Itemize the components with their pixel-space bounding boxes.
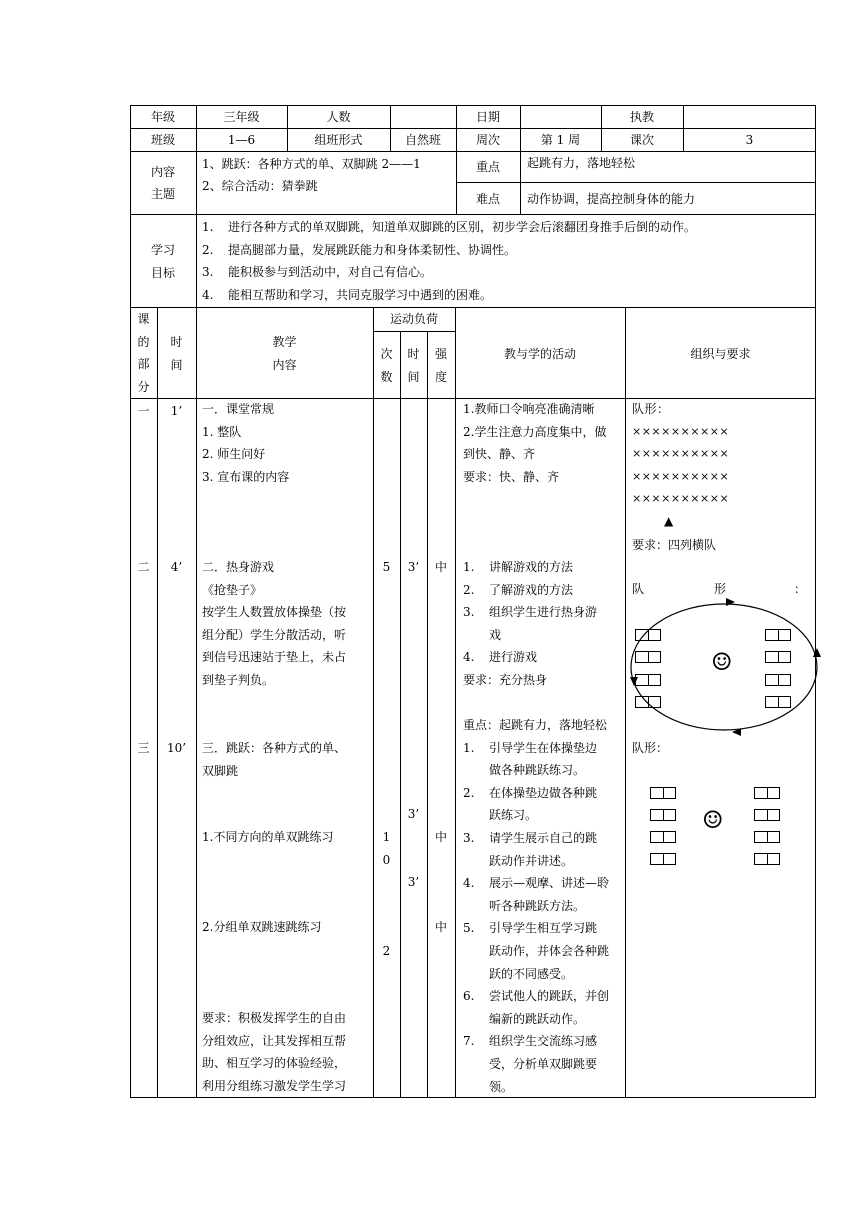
date-label: 日期 [475,110,500,124]
drill-2: 2.分组单双跳速跳练习 [202,920,322,934]
teacher-triangle-icon: ▲ [664,514,674,528]
part-header: 课 的 部 分 [137,312,150,394]
mat-icon [765,696,791,708]
key-point-value: 起跳有力，落地轻松 [527,156,636,170]
content-item: 2、综合活动：猜拳跳 [202,179,318,193]
objectives-list [202,216,696,306]
mat-icon [635,651,661,663]
drill-1: 1.不同方向的单双跳练习 [202,830,334,844]
section-2-load-times: 5 [382,560,391,574]
section-1-formation: 队形： ×××××××××× ×××××××××× ×××××××××× ×××××××××× [632,398,729,511]
mat-icon [754,787,780,799]
section-2-content: 二．热身游戏 《抢垫子》 按学生人数置放体操垫（按 组分配）学生分散活动，听 到信号迅速站于垫上，未占 到垫子判负。 [202,560,347,687]
section-2-load-duration: 3’ [407,560,420,574]
form-value: 自然班 [404,133,441,147]
section-3-requirement: 要求：积极发挥学生的自由 分组效应，让其发挥相互帮 助、相互学习的体验经验， 利用分组练习激发学生学习 [202,1011,347,1093]
formation-row: ×××××××××× [632,469,730,483]
mat-icon [650,853,676,865]
section-1-part: 一 [137,404,150,418]
teacher-label: 执教 [629,110,654,124]
mat-icon [635,629,661,641]
mat-icon [754,831,780,843]
objectives-label-2: 目标 [150,266,175,280]
objective-item: 2. 提高腿部力量，发展跳跃能力和身体柔韧性、协调性。 [202,242,517,257]
mat-icon [650,787,676,799]
section-2-time: 4’ [170,560,183,574]
section-3-load-duration: 3’ [407,875,420,889]
content-item: 1、跳跃：各种方式的单、双脚跳 2——1 [202,157,421,171]
objective-item: 3. 能积极参与到活动中，对自己有信心。 [202,265,433,280]
section-1-time: 1’ [170,404,183,418]
grade-label: 年级 [150,110,175,124]
lesson-label: 课次 [629,133,654,147]
section-2-load-intensity: 中 [434,560,447,574]
key-point-label: 重点 [475,160,500,174]
difficulty-label: 难点 [475,192,500,206]
theme-label: 主题 [150,187,175,201]
section-1-content: 一．课堂常规 1. 整队 2. 师生问好 3. 宣布课的内容 [202,402,290,484]
section-3-load-times: 1 [382,830,391,844]
section-3-load-intensity: 中 [434,920,447,934]
section-2-part: 二 [137,560,150,574]
time-header: 时 间 [170,335,183,372]
section-2-formation-label-1: 队 [632,582,645,596]
load-intensity-header: 强 度 [434,347,447,384]
section-3-load-times: 0 [382,853,391,867]
objective-item: 1. 进行各种方式的单双脚跳，知道单双脚跳的区别，初步学会后滚翻团身推手后倒的动作。 [202,220,697,234]
section-2-formation-label-2: 形 [714,582,727,596]
mat-icon [765,629,791,641]
load-header: 运动负荷 [389,312,438,326]
section-3-load-intensity: 中 [434,830,447,844]
organization-header: 组织与要求 [690,347,751,361]
lesson-value: 3 [745,133,754,147]
section-1-activity: 1.教师口令响亮准确清晰 2.学生注意力高度集中，做 到快、静、齐 要求：快、静、齐 [463,402,607,484]
formation-row: ×××××××××× [632,424,730,438]
objectives-label: 学习 [150,243,175,257]
section-3-load-duration: 3’ [407,807,420,821]
section-3-formation-label: 队形： [632,741,669,755]
section-3-content-title: 三．跳跃：各种方式的单、 双脚跳 [202,741,347,778]
mat-icon [635,696,661,708]
count-label: 人数 [326,110,351,124]
section-1-requirement: 要求：四列横队 [632,538,717,552]
load-duration-header: 时 间 [407,347,420,384]
mat-icon [650,831,676,843]
mat-icon [765,651,791,663]
activity-header: 教与学的活动 [503,347,576,361]
mat-icon [635,674,661,686]
formation-row: ×××××××××× [632,447,730,461]
content-label: 内容 [150,165,175,179]
form-label: 组班形式 [314,133,363,147]
mat-icon [754,853,780,865]
section-2-formation-label-3: ： [794,582,807,596]
formation-row: ×××××××××× [632,492,730,506]
teacher-smiley-icon: ☺ [711,648,733,676]
teacher-smiley-icon: ☺ [702,806,724,834]
mat-icon [650,809,676,821]
mat-icon [765,674,791,686]
section-3-activity: 重点：起跳有力，落地轻松 1. 引导学生在体操垫边 做各种跳跃练习。 2. 在体操垫边做各种跳 跃练习。 3. 请学生展示自己的跳 跃动作并讲述。 4. 展示—观摩、讲述—聆 听各种跳跃方法。 5. 引导学生相互学习跳 跃动作，并体会各种跳 跃的不同感受。 6. 尝试他人的跳跃，并创 编新的跳跃动作。 7. 组织学生交流练习感 受，分析单双脚跳要 领。 [463,718,610,1094]
grade-value: 三年级 [223,110,260,124]
load-times-header: 次 数 [380,347,393,384]
week-label: 周次 [475,133,500,147]
week-value: 第 1 周 [540,133,581,147]
class-label: 班级 [150,133,175,147]
section-3-load-times: 2 [382,944,391,958]
class-value: 1—6 [227,133,256,147]
content-header: 教学 内容 [272,335,297,372]
section-2-activity: 1. 讲解游戏的方法 2. 了解游戏的方法 3. 组织学生进行热身游 戏 4. 进行游戏 要求：充分热身 [463,560,598,687]
section-3-part: 三 [137,741,150,755]
difficulty-value: 动作协调，提高控制身体的能力 [527,192,696,206]
mat-icon [754,809,780,821]
objective-item: 4. 能相互帮助和学习，共同克服学习中遇到的困难。 [202,287,493,302]
section-3-time: 10’ [166,741,187,755]
